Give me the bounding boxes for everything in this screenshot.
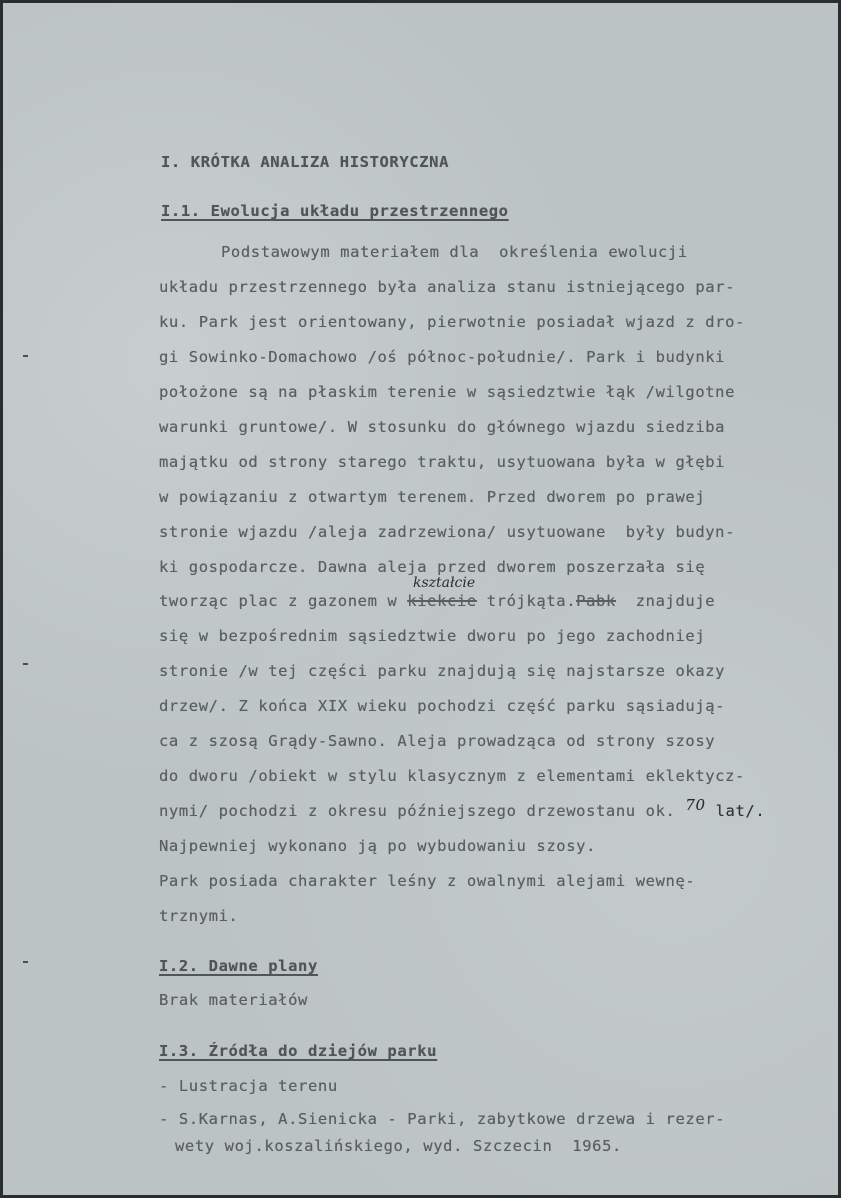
paragraph-line: ki gospodarcze. Dawna aleja przed dworem poszerzała się: [159, 558, 706, 576]
struck-word: kiekcie: [407, 592, 477, 610]
paragraph-line: położone są na płaskim terenie w sąsiedztwie łąk /wilgotne: [159, 383, 736, 401]
subsection-title-2: I.2. Dawne plany: [159, 957, 318, 975]
subsection-title-3: I.3. Źródła do dziejów parku: [159, 1042, 438, 1060]
margin-tick: [23, 355, 28, 357]
paragraph-line: Brak materiałów: [159, 991, 308, 1009]
margin-tick: [23, 663, 28, 665]
paragraph-line: ca z szosą Grądy-Sawno. Aleja prowadząca od strony szosy: [159, 732, 716, 750]
paragraph-line: Park posiada charakter leśny z owalnymi alejami wewnę-: [159, 872, 696, 890]
paragraph-line: Najpewniej wykonano ją po wybudowaniu szosy.: [159, 837, 596, 855]
source-item-continuation: wety woj.koszalińskiego, wyd. Szczecin 1965.: [175, 1137, 622, 1155]
paragraph-line: Podstawowym materiałem dla określenia ewolucji: [221, 243, 688, 261]
paragraph-line: do dworu /obiekt w stylu klasycznym z elementami eklektycz-: [159, 767, 745, 785]
paragraph-line: stronie wjazdu /aleja zadrzewiona/ usytuowane były budyn-: [159, 523, 736, 541]
paragraph-line: ku. Park jest orientowany, pierwotnie posiadał wjazd z dro-: [159, 313, 745, 331]
source-item: - S.Karnas, A.Sienicka - Parki, zabytkowe drzewa i rezer-: [159, 1110, 726, 1128]
paragraph-line: tworząc plac z gazonem w kiekcie trójkąta.Pabk znajduje: [159, 592, 716, 610]
handwritten-correction: kształcie: [413, 575, 476, 591]
paragraph-line: drzew/. Z końca XIX wieku pochodzi część parku sąsiadują-: [159, 697, 726, 715]
paragraph-line: trznymi.: [159, 907, 239, 925]
paragraph-line: gi Sowinko-Domachowo /oś północ-południe/. Park i budynki: [159, 348, 726, 366]
paragraph-line: warunki gruntowe/. W stosunku do głównego wjazdu siedziba: [159, 418, 726, 436]
margin-tick: [23, 961, 28, 963]
struck-word: Pabk: [576, 592, 616, 610]
paragraph-line: układu przestrzennego była analiza stanu istniejącego par-: [159, 278, 736, 296]
subsection-title-1: I.1. Ewolucja układu przestrzennego: [161, 202, 509, 220]
section-title: I. KRÓTKA ANALIZA HISTORYCZNA: [161, 153, 450, 171]
paragraph-line: stronie /w tej części parku znajdują się najstarsze okazy: [159, 662, 726, 680]
handwritten-number: 70: [685, 796, 706, 814]
paragraph-line: w powiązaniu z otwartym terenem. Przed dworem po prawej: [159, 488, 706, 506]
paragraph-line: majątku od strony starego traktu, usytuowana była w głębi: [159, 453, 726, 471]
paragraph-line: nymi/ pochodzi z okresu późniejszego drzewostanu ok. 70 lat/.: [159, 796, 766, 820]
paragraph-line: się w bezpośrednim sąsiedztwie dworu po jego zachodniej: [159, 627, 706, 645]
source-item: - Lustracja terenu: [159, 1077, 338, 1095]
